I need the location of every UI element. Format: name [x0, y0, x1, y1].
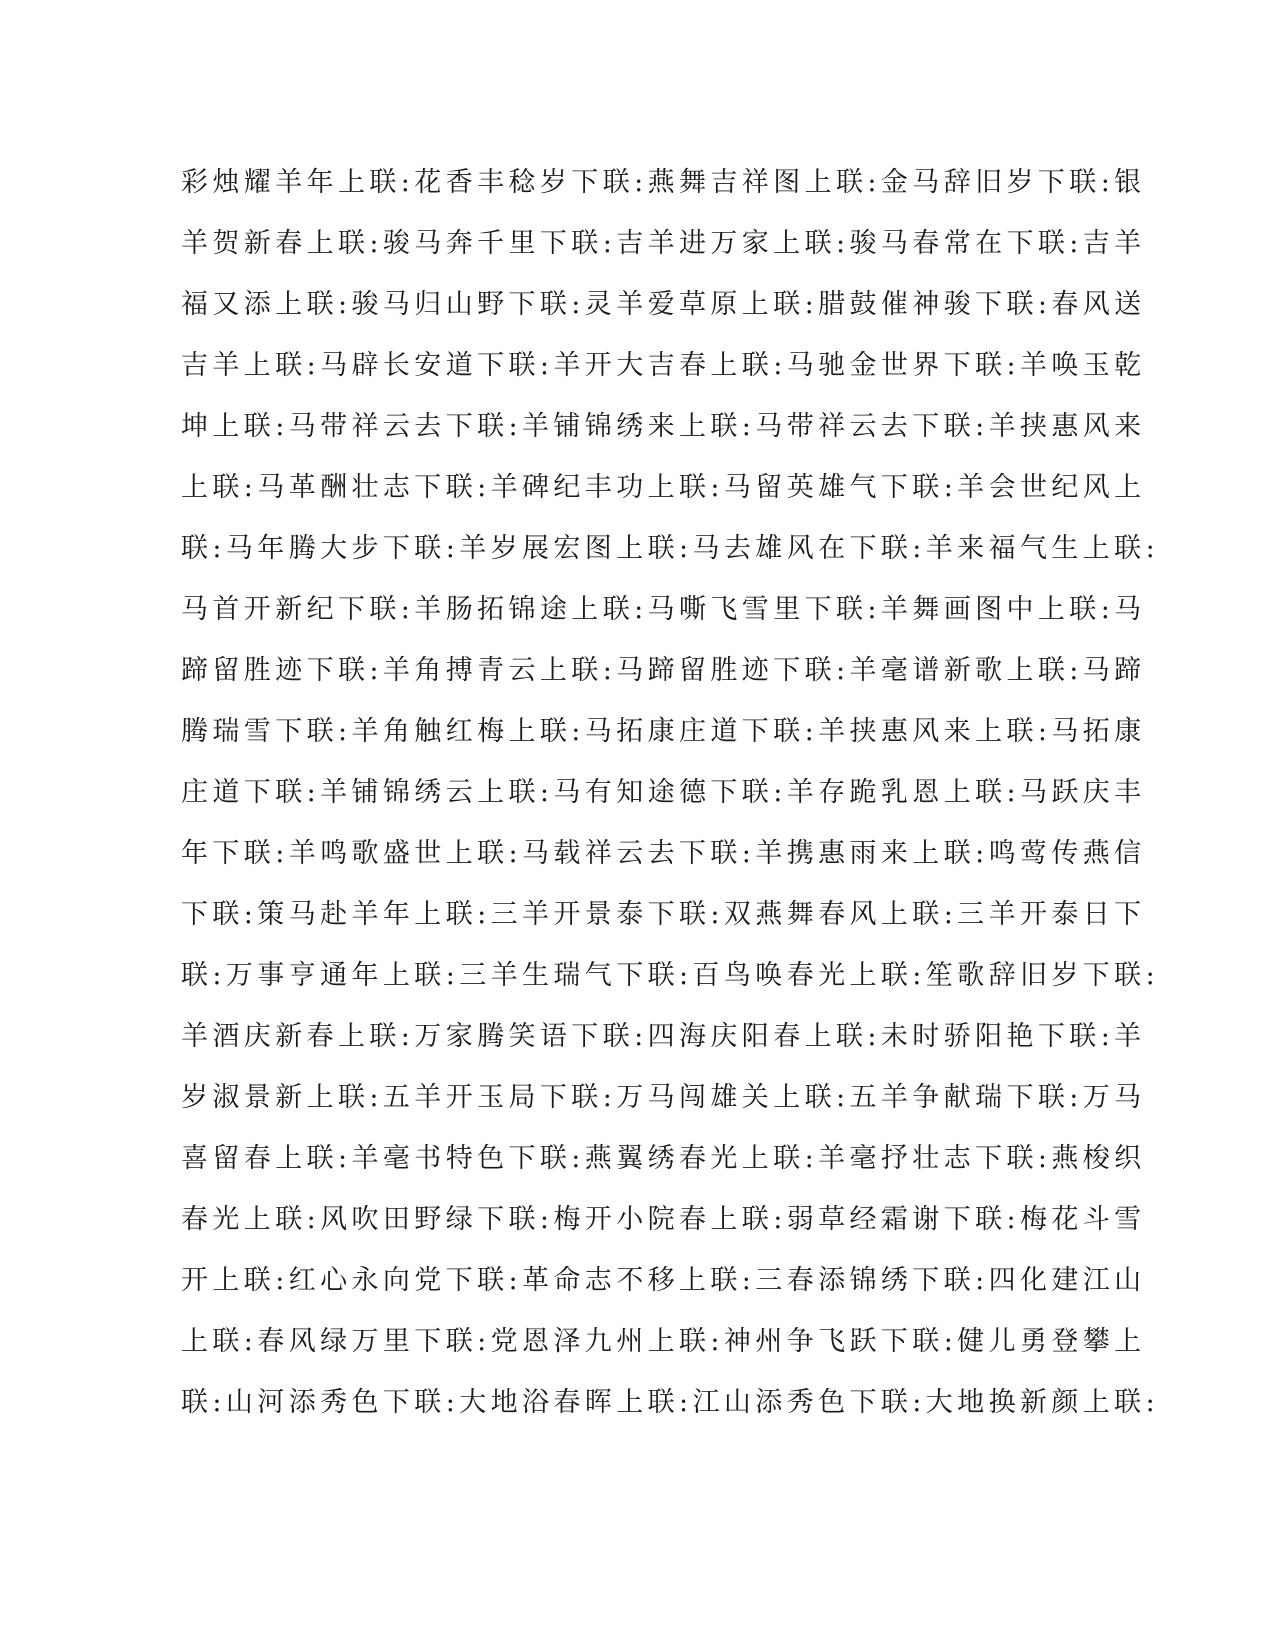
- text-line: 彩烛耀羊年上联:花香丰稔岁下联:燕舞吉祥图上联:金马辞旧岁下联:银: [181, 167, 1146, 198]
- text-line: 联:马年腾大步下联:羊岁展宏图上联:马去雄风在下联:羊来福气生上联:: [181, 533, 1160, 564]
- text-line: 马首开新纪下联:羊肠拓锦途上联:马嘶飞雪里下联:羊舞画图中上联:马: [181, 594, 1146, 625]
- text-line: 庄道下联:羊铺锦绣云上联:马有知途德下联:羊存跪乳恩上联:马跃庆丰: [181, 777, 1146, 808]
- text-line: 岁淑景新上联:五羊开玉局下联:万马闯雄关上联:五羊争献瑞下联:万马: [181, 1082, 1146, 1113]
- text-line: 腾瑞雪下联:羊角触红梅上联:马拓康庄道下联:羊挟惠风来上联:马拓康: [181, 716, 1146, 747]
- text-line: 吉羊上联:马辟长安道下联:羊开大吉春上联:马驰金世界下联:羊唤玉乾: [181, 350, 1146, 381]
- text-line: 上联:春风绿万里下联:党恩泽九州上联:神州争飞跃下联:健儿勇登攀上: [181, 1326, 1146, 1357]
- text-line: 羊酒庆新春上联:万家腾笑语下联:四海庆阳春上联:未时骄阳艳下联:羊: [181, 1021, 1146, 1052]
- text-line: 坤上联:马带祥云去下联:羊铺锦绣来上联:马带祥云去下联:羊挟惠风来: [181, 411, 1146, 442]
- text-line: 羊贺新春上联:骏马奔千里下联:吉羊进万家上联:骏马春常在下联:吉羊: [181, 228, 1146, 259]
- text-line: 年下联:羊鸣歌盛世上联:马载祥云去下联:羊携惠雨来上联:鸣莺传燕信: [181, 838, 1146, 869]
- text-line: 福又添上联:骏马归山野下联:灵羊爱草原上联:腊鼓催神骏下联:春风送: [181, 289, 1146, 320]
- text-line: 下联:策马赴羊年上联:三羊开景泰下联:双燕舞春风上联:三羊开泰日下: [181, 899, 1146, 930]
- text-line: 春光上联:风吹田野绿下联:梅开小院春上联:弱草经霜谢下联:梅花斗雪: [181, 1204, 1146, 1235]
- text-line: 联:万事亨通年上联:三羊生瑞气下联:百鸟唤春光上联:笙歌辞旧岁下联:: [181, 960, 1160, 991]
- text-line: 开上联:红心永向党下联:革命志不移上联:三春添锦绣下联:四化建江山: [181, 1265, 1146, 1296]
- text-line: 上联:马革酬壮志下联:羊碑纪丰功上联:马留英雄气下联:羊会世纪风上: [181, 472, 1146, 503]
- text-line: 蹄留胜迹下联:羊角搏青云上联:马蹄留胜迹下联:羊毫谱新歌上联:马蹄: [181, 655, 1146, 686]
- couplet-text-block: [181, 162, 1160, 1443]
- text-line: 联:山河添秀色下联:大地浴春晖上联:江山添秀色下联:大地换新颜上联:: [181, 1387, 1160, 1418]
- text-line: 喜留春上联:羊毫书特色下联:燕翼绣春光上联:羊毫抒壮志下联:燕梭织: [181, 1143, 1146, 1174]
